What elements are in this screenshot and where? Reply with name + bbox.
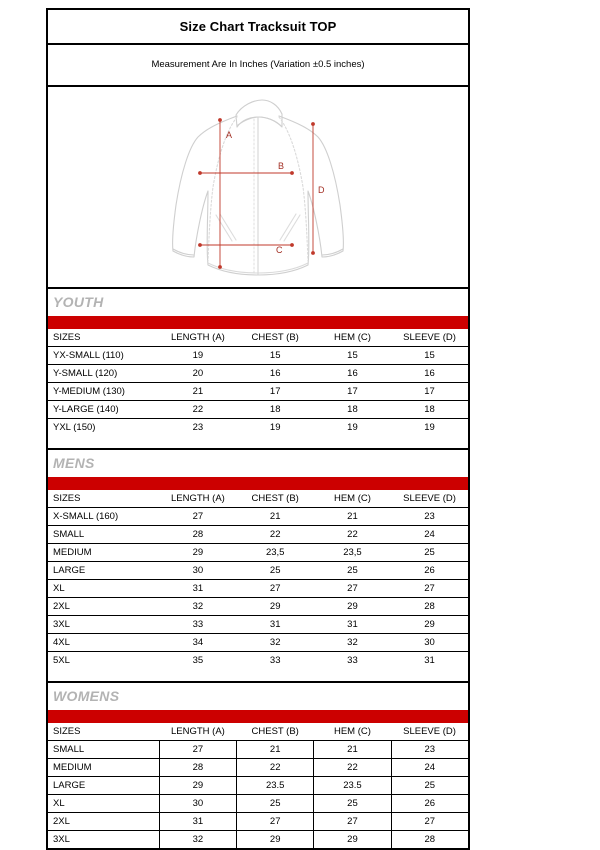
- cell-length: 31: [159, 580, 236, 598]
- table-row: [48, 419, 468, 437]
- column-header-length: LENGTH (A): [159, 490, 236, 508]
- cell-length: 22: [159, 401, 236, 419]
- column-header-chest: CHEST (B): [237, 723, 314, 741]
- table-row: [48, 580, 468, 598]
- table-row: [48, 777, 468, 795]
- cell-hem: 18: [314, 401, 391, 419]
- cell-hem: 17: [314, 383, 391, 401]
- cell-hem: 33: [347, 654, 358, 666]
- section-youth: [48, 289, 468, 450]
- cell-size: X-SMALL (160): [48, 508, 159, 526]
- cell-length: 23: [192, 421, 204, 433]
- cell-chest: 29: [237, 598, 314, 616]
- column-header-length: LENGTH (A): [159, 723, 236, 741]
- cell-size: LARGE: [48, 562, 159, 580]
- section-spacer: [48, 669, 468, 681]
- cell-sleeve: 24: [391, 759, 468, 777]
- cell-length: 21: [159, 383, 236, 401]
- cell-chest: 27: [237, 580, 314, 598]
- cell-chest: 32: [237, 634, 314, 652]
- cell-chest: 31: [237, 616, 314, 634]
- cell-chest: 25: [237, 795, 314, 813]
- cell-length: 34: [159, 634, 236, 652]
- cell-hem: 25: [314, 562, 391, 580]
- cell-sleeve: 25: [391, 544, 468, 562]
- cell-sleeve: 23: [391, 508, 468, 526]
- cell-chest: 23,5: [237, 544, 314, 562]
- page-title: Size Chart Tracksuit TOP: [48, 10, 468, 45]
- cell-hem: 22: [314, 526, 391, 544]
- cell-chest: 15: [237, 347, 314, 365]
- cell-length: 29: [159, 544, 236, 562]
- cell-hem: 23,5: [314, 544, 391, 562]
- jacket-diagram: [48, 87, 468, 289]
- cell-hem: 19: [347, 421, 358, 433]
- cell-chest: 27: [237, 813, 314, 831]
- cell-hem: 21: [314, 508, 391, 526]
- cell-sleeve: 16: [391, 365, 468, 383]
- table-header-row: [48, 490, 468, 508]
- cell-chest: 19: [269, 421, 281, 433]
- cell-size: MEDIUM: [48, 544, 159, 562]
- column-header-chest: CHEST (B): [237, 490, 314, 508]
- cell-length: 31: [159, 813, 236, 831]
- table-row: [48, 598, 468, 616]
- cell-length: 33: [159, 616, 236, 634]
- cell-size: Y-SMALL (120): [48, 365, 159, 383]
- cell-size: XL: [48, 580, 159, 598]
- cell-chest: 33: [269, 654, 281, 666]
- cell-hem: 21: [314, 741, 391, 759]
- table-row: [48, 347, 468, 365]
- table-row: [48, 831, 468, 849]
- cell-size: 5XL: [53, 654, 70, 666]
- cell-length: 30: [159, 562, 236, 580]
- cell-length: 32: [159, 598, 236, 616]
- column-header-hem: HEM (C): [314, 329, 391, 347]
- cell-length: 30: [159, 795, 236, 813]
- cell-size: MEDIUM: [48, 759, 159, 777]
- cell-size: Y-MEDIUM (130): [48, 383, 159, 401]
- table-row: [48, 562, 468, 580]
- cell-size: SMALL: [48, 526, 159, 544]
- size-table-womens: [48, 723, 468, 848]
- section-label-womens: WOMENS: [53, 688, 120, 704]
- table-header-row: [48, 723, 468, 741]
- table-header-row: [48, 329, 468, 347]
- cell-chest: 22: [237, 526, 314, 544]
- section-label-youth: YOUTH: [53, 294, 104, 310]
- table-row: [48, 383, 468, 401]
- cell-sleeve: 30: [391, 634, 468, 652]
- cell-length: 27: [159, 741, 236, 759]
- column-header-sizes: SIZES: [48, 723, 159, 741]
- cell-sleeve: 24: [391, 526, 468, 544]
- cell-length: 19: [159, 347, 236, 365]
- measure-label-a: A: [226, 130, 233, 140]
- cell-sleeve: 31: [424, 654, 435, 666]
- cell-length: 20: [159, 365, 236, 383]
- cell-size: 4XL: [48, 634, 159, 652]
- cell-chest: 29: [237, 831, 314, 849]
- cell-sleeve: 27: [391, 813, 468, 831]
- table-row: [48, 759, 468, 777]
- cell-hem: 15: [314, 347, 391, 365]
- cell-sleeve: 18: [391, 401, 468, 419]
- table-row: [48, 526, 468, 544]
- section-spacer: [48, 436, 468, 448]
- cell-length: 29: [159, 777, 236, 795]
- cell-length: 35: [192, 654, 204, 666]
- cell-hem: 25: [314, 795, 391, 813]
- cell-hem: 16: [314, 365, 391, 383]
- cell-hem: 31: [314, 616, 391, 634]
- table-row: [48, 508, 468, 526]
- accent-bar-mens: [48, 477, 468, 490]
- cell-sleeve: 27: [391, 580, 468, 598]
- size-table-youth: [48, 329, 468, 436]
- cell-sleeve: 26: [391, 562, 468, 580]
- cell-chest: 21: [237, 741, 314, 759]
- cell-hem: 27: [314, 580, 391, 598]
- jacket-illustration-svg: [158, 87, 358, 283]
- column-header-sleeve: SLEEVE (D): [391, 329, 468, 347]
- table-row: [48, 741, 468, 759]
- cell-hem: 23.5: [314, 777, 391, 795]
- cell-size: XL: [48, 795, 159, 813]
- column-header-sizes: SIZES: [48, 329, 159, 347]
- cell-hem: 32: [314, 634, 391, 652]
- cell-chest: 22: [237, 759, 314, 777]
- cell-chest: 16: [237, 365, 314, 383]
- cell-size: 3XL: [48, 831, 159, 849]
- cell-chest: 25: [237, 562, 314, 580]
- cell-size: LARGE: [48, 777, 159, 795]
- cell-sleeve: 25: [391, 777, 468, 795]
- column-header-hem: HEM (C): [314, 490, 391, 508]
- cell-sleeve: 19: [424, 421, 435, 433]
- cell-chest: 18: [237, 401, 314, 419]
- cell-length: 28: [159, 759, 236, 777]
- cell-size: YX-SMALL (110): [48, 347, 159, 365]
- cell-hem: 27: [314, 813, 391, 831]
- section-mens: [48, 450, 468, 683]
- cell-sleeve: 26: [391, 795, 468, 813]
- column-header-sleeve: SLEEVE (D): [391, 723, 468, 741]
- cell-size: Y-LARGE (140): [48, 401, 159, 419]
- cell-sleeve: 28: [391, 598, 468, 616]
- cell-size: 3XL: [48, 616, 159, 634]
- cell-size: YXL (150): [53, 421, 96, 433]
- table-row: [48, 813, 468, 831]
- table-row: [48, 652, 468, 670]
- cell-size: 2XL: [48, 598, 159, 616]
- measurement-note: Measurement Are In Inches (Variation ±0.5 inches): [48, 45, 468, 87]
- column-header-sleeve: SLEEVE (D): [391, 490, 468, 508]
- table-row: [48, 365, 468, 383]
- table-row: [48, 616, 468, 634]
- cell-chest: 23.5: [237, 777, 314, 795]
- cell-hem: 22: [314, 759, 391, 777]
- table-row: [48, 544, 468, 562]
- accent-bar-youth: [48, 316, 468, 329]
- cell-length: 28: [159, 526, 236, 544]
- size-table-mens: [48, 490, 468, 669]
- accent-bar-womens: [48, 710, 468, 723]
- measure-endpoint-dots: [198, 118, 315, 269]
- table-row: [48, 401, 468, 419]
- section-womens: [48, 683, 468, 848]
- column-header-sizes: SIZES: [48, 490, 159, 508]
- cell-sleeve: 29: [391, 616, 468, 634]
- cell-hem: 29: [314, 831, 391, 849]
- measure-label-d: D: [318, 185, 325, 195]
- cell-sleeve: 17: [391, 383, 468, 401]
- measure-label-b: B: [278, 161, 285, 171]
- cell-sleeve: 15: [391, 347, 468, 365]
- cell-length: 27: [159, 508, 236, 526]
- size-chart-sheet: [46, 8, 470, 850]
- cell-sleeve: 28: [424, 833, 436, 845]
- column-header-chest: CHEST (B): [237, 329, 314, 347]
- cell-sleeve: 23: [391, 741, 468, 759]
- cell-size: 2XL: [48, 813, 159, 831]
- table-row: [48, 795, 468, 813]
- section-label-mens: MENS: [53, 455, 95, 471]
- cell-size: SMALL: [48, 741, 159, 759]
- column-header-hem: HEM (C): [314, 723, 391, 741]
- table-row: [48, 634, 468, 652]
- measure-label-c: C: [276, 245, 283, 255]
- cell-chest: 17: [237, 383, 314, 401]
- column-header-length: LENGTH (A): [159, 329, 236, 347]
- cell-hem: 29: [314, 598, 391, 616]
- cell-length: 32: [159, 831, 236, 849]
- cell-chest: 21: [237, 508, 314, 526]
